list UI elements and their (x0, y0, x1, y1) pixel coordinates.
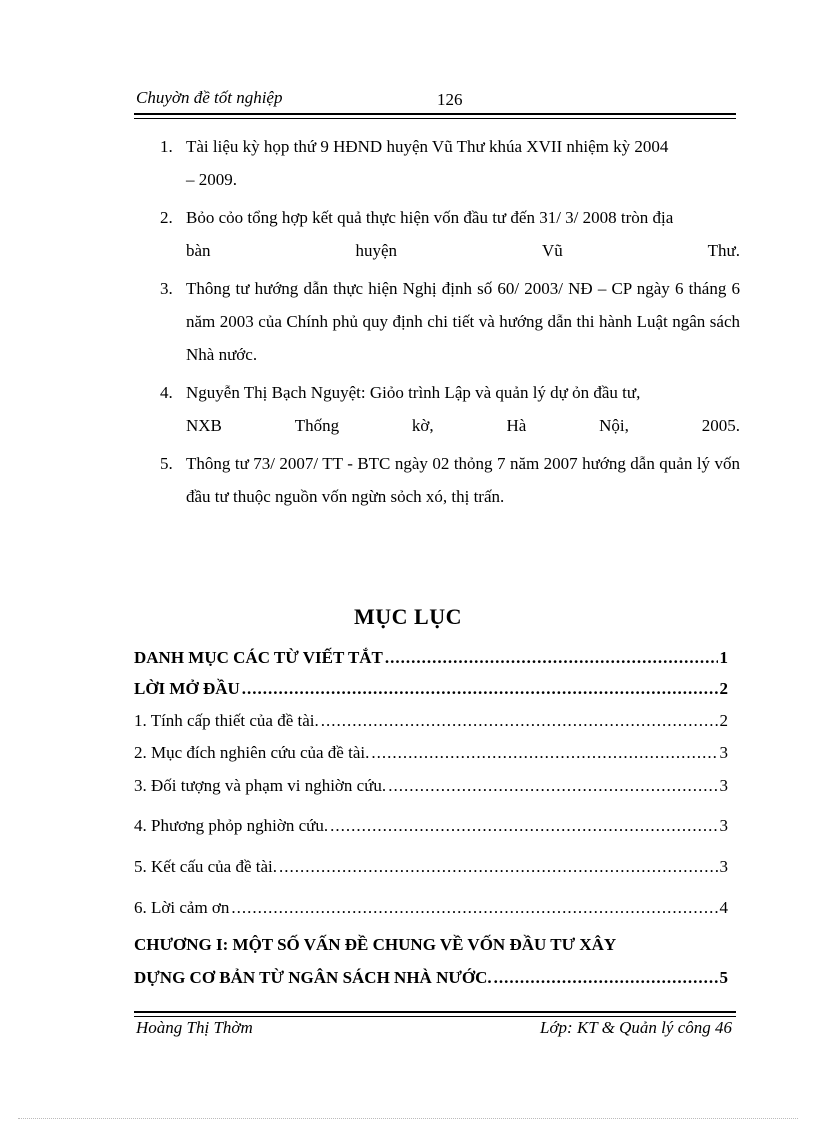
footer-class: Lớp: KT & Quản lý công 46 (540, 1018, 732, 1037)
toc-chapter-entry: DỰNG CƠ BẢN TỪ NGÂN SÁCH NHÀ NƯỚC. ..... 5 (134, 968, 728, 992)
toc-entry: 1. Tính cấp thiết của đề tài. ..... 2 (134, 711, 728, 735)
toc-entry: LỜI MỞ ĐẦU ..... 2 (134, 679, 728, 703)
toc-entry: DANH MỤC CÁC TỪ VIẾT TẮT ..... 1 (134, 648, 728, 672)
footer-author: Hoàng Thị Thờm (136, 1018, 253, 1037)
header-rule (134, 113, 736, 119)
toc-entry: 5. Kết cấu của đề tài. ..... 3 (134, 857, 728, 881)
page-header (134, 86, 736, 116)
toc-entry: 6. Lời cảm ơn ..... 4 (134, 898, 728, 922)
toc-chapter-line1: CHƯƠNG I: MỘT SỐ VẤN ĐỀ CHUNG VỀ VỐN ĐẦU TƯ XÂY (134, 935, 617, 954)
toc-title: MỤC LỤC (354, 604, 462, 629)
reference-item: 3. Thông tư hướng dẫn thực hiện Nghị định số 60/ 2003/ NĐ – CP ngày 6 tháng 6 năm 2003 của Chính phủ quy định chi tiết và hướng dẫn thi hành Luật ngân sách Nhà nước. (160, 279, 740, 364)
reference-item: 2. Bỏo cỏo tổng hợp kết quả thực hiện vốn đầu tư đến 31/ 3/ 2008 tròn địa bàn huyện Vũ Thư. (160, 208, 740, 260)
toc-entry: 4. Phương phỏp nghiờn cứu. ..... 3 (134, 816, 728, 840)
header-title: Chuyờn đề tốt nghiệp (136, 88, 283, 107)
page-number: 126 (437, 90, 463, 109)
toc-entry: 3. Đối tượng và phạm vi nghiờn cứu. ..... 3 (134, 776, 728, 800)
reference-list (150, 130, 740, 518)
footer-rule (134, 1011, 736, 1017)
reference-item: 1. Tài liệu kỳ họp thứ 9 HĐND huyện Vũ Thư khúa XVII nhiệm kỳ 2004 – 2009. (160, 137, 669, 189)
toc-entry: 2. Mục đích nghiên cứu của đề tài. ..... 3 (134, 743, 728, 767)
page-edge (18, 1118, 798, 1119)
reference-item: 5. Thông tư 73/ 2007/ TT - BTC ngày 02 thỏng 7 năm 2007 hướng dẫn quản lý vốn đầu tư thuộc nguồn vốn ngừn sỏch xó, thị trấn. (160, 454, 740, 506)
reference-item: 4. Nguyễn Thị Bạch Nguyệt: Giỏo trình Lập và quản lý dự ỏn đầu tư, NXB Thống kờ, Hà Nội, 2005. (160, 383, 740, 435)
